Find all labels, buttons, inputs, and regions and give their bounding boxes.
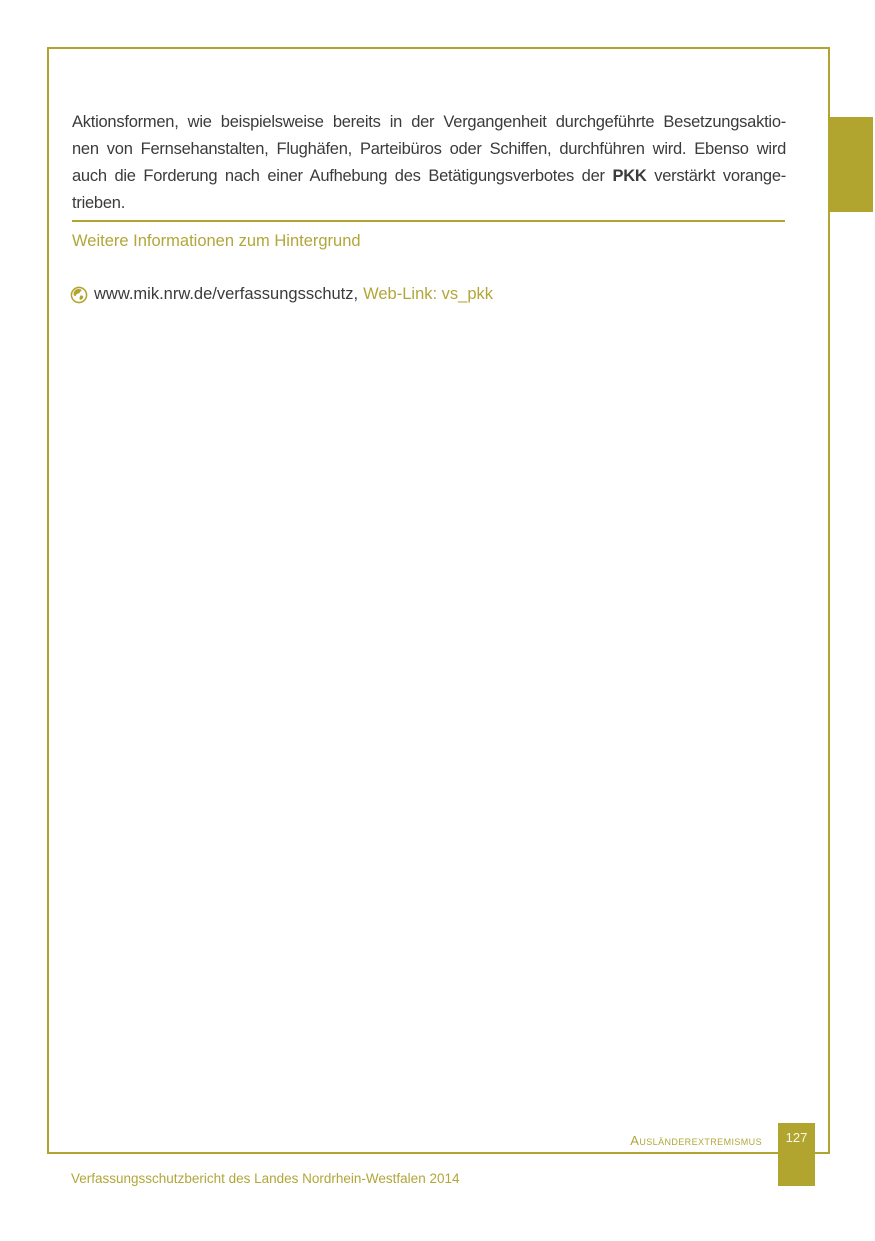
body-paragraph xyxy=(72,109,786,217)
paragraph-line: nen von Fernsehanstalten, Flughäfen, Parteibüros oder Schiffen, durchführen wird. Ebenso wird xyxy=(72,140,786,158)
paragraph-text: verstärkt vorange- xyxy=(646,167,786,185)
more-info-heading: Weitere Informationen zum Hintergrund xyxy=(72,232,361,250)
chapter-tab-marker xyxy=(830,117,873,212)
report-title-footer: Verfassungsschutzbericht des Landes Nordrhein-Westfalen 2014 xyxy=(71,1171,460,1186)
globe-icon xyxy=(70,286,88,304)
page-number-badge xyxy=(778,1123,815,1186)
paragraph-line xyxy=(72,163,786,190)
website-url-link[interactable]: www.mik.nrw.de/verfassungsschutz, xyxy=(94,285,359,303)
pkk-bold-term: PKK xyxy=(612,167,647,185)
paragraph-text: auch die Forderung nach einer Aufhebung des Betätigungsverbotes der xyxy=(72,167,613,185)
chapter-label: Ausländerextremismus xyxy=(630,1133,762,1148)
paragraph-line: trieben. xyxy=(72,194,126,212)
weblink-shortcut-link[interactable]: Web-Link: vs_pkk xyxy=(363,285,494,303)
page-number: 127 xyxy=(785,1130,808,1145)
weblink-row xyxy=(70,284,493,305)
section-divider-rule xyxy=(72,220,785,222)
paragraph-line: Aktionsformen, wie beispielsweise bereits in der Vergangenheit durchgeführte Besetzungsaktio- xyxy=(72,113,786,131)
